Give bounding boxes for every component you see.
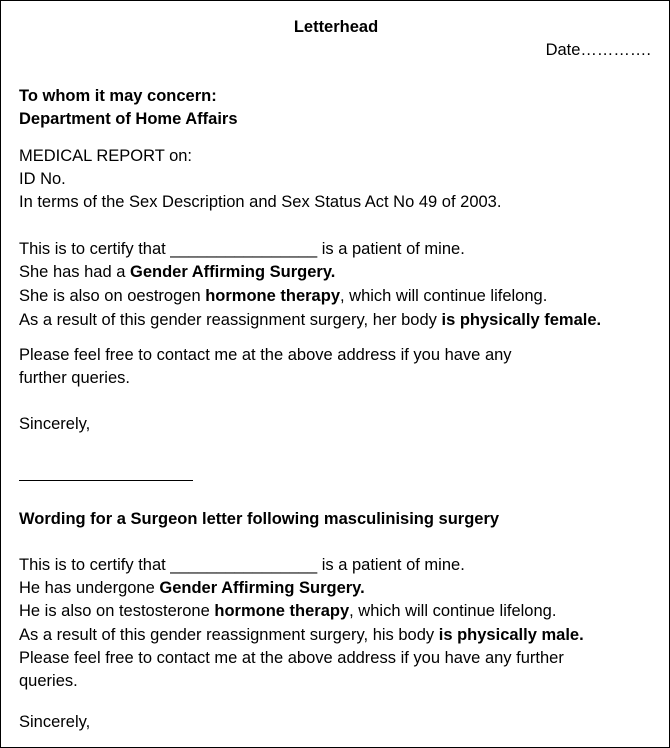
section-heading: Wording for a Surgeon letter following masculinising surgery	[19, 510, 500, 528]
letter1-surgery: She has had a Gender Affirming Surgery.	[19, 263, 336, 281]
letter2-contact-2: queries.	[19, 672, 78, 690]
report-line-3: In terms of the Sex Description and Sex Status Act No 49 of 2003.	[19, 193, 502, 211]
date-field: Date………….	[545, 41, 651, 59]
letter1-contact-1: Please feel free to contact me at the above address if you have any	[19, 346, 512, 364]
letter1-hormone: She is also on oestrogen hormone therapy, which will continue lifelong.	[19, 287, 548, 305]
letterhead-title: Letterhead	[293, 18, 379, 36]
recipient-line-1: To whom it may concern:	[19, 87, 217, 105]
letter2-hormone: He is also on testosterone hormone therapy, which will continue lifelong.	[19, 602, 557, 620]
letter1-closing: Sincerely,	[19, 415, 91, 433]
letter2-certify: This is to certify that ________________ is a patient of mine.	[19, 556, 465, 574]
letter1-result: As a result of this gender reassignment surgery, her body is physically female.	[19, 311, 602, 329]
letter1-certify: This is to certify that ________________ is a patient of mine.	[19, 240, 465, 258]
recipient-line-2: Department of Home Affairs	[19, 110, 238, 128]
letter2-result: As a result of this gender reassignment surgery, his body is physically male.	[19, 626, 584, 644]
report-line-1: MEDICAL REPORT on:	[19, 147, 193, 165]
letter1-contact-2: further queries.	[19, 369, 130, 387]
letter2-surgery: He has undergone Gender Affirming Surgery.	[19, 579, 365, 597]
report-line-2: ID No.	[19, 170, 66, 188]
letter2-contact-1: Please feel free to contact me at the above address if you have any further	[19, 649, 564, 667]
letter2-closing: Sincerely,	[19, 713, 91, 731]
signature-line	[19, 480, 193, 481]
